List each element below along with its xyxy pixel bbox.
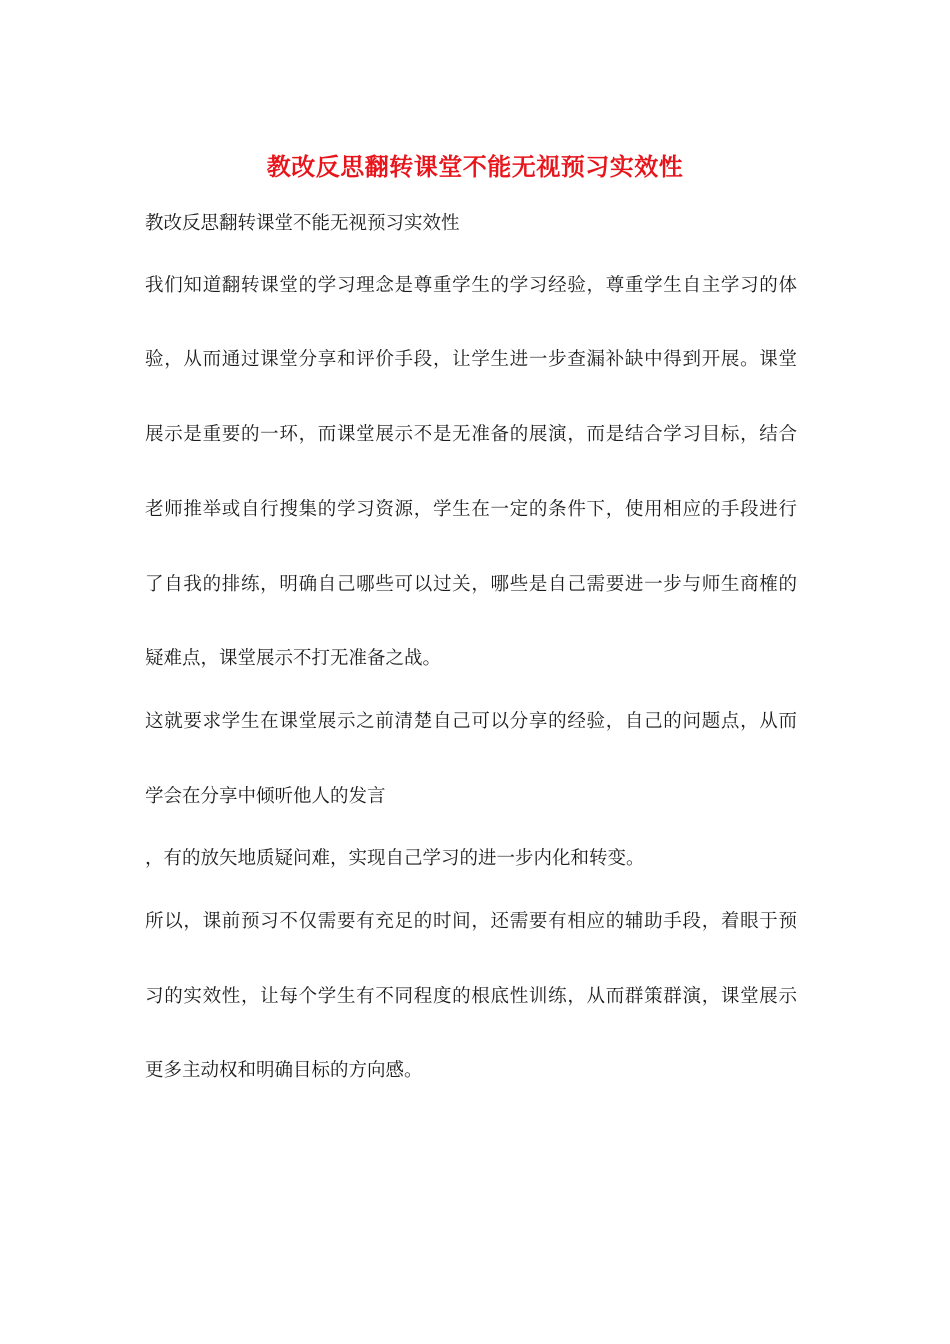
paragraph-line-11: 习的实效性，让每个学生有不同程度的根底性训练，从而群策群演，课堂展示	[145, 986, 797, 1007]
paragraph-line-6: 疑难点，课堂展示不打无准备之战。	[145, 648, 442, 669]
paragraph-line-4: 老师推举或自行搜集的学习资源，学生在一定的条件下，使用相应的手段进行	[145, 499, 797, 520]
paragraph-line-9: ，有的放矢地质疑问难，实现自己学习的进一步内化和转变。	[145, 848, 645, 869]
paragraph-line-7: 这就要求学生在课堂展示之前清楚自己可以分享的经验，自己的问题点，从而	[145, 711, 797, 732]
document-subtitle: 教改反思翻转课堂不能无视预习实效性	[145, 213, 460, 234]
document-title: 教改反思翻转课堂不能无视预习实效性	[266, 152, 684, 181]
paragraph-line-10: 所以，课前预习不仅需要有充足的时间，还需要有相应的辅助手段，着眼于预	[145, 911, 797, 932]
paragraph-line-12: 更多主动权和明确目标的方向感。	[145, 1060, 423, 1081]
paragraph-line-3: 展示是重要的一环，而课堂展示不是无准备的展演，而是结合学习目标，结合	[145, 424, 797, 445]
paragraph-line-2: 验，从而通过课堂分享和评价手段，让学生进一步查漏补缺中得到开展。课堂	[145, 349, 797, 370]
paragraph-line-1: 我们知道翻转课堂的学习理念是尊重学生的学习经验，尊重学生自主学习的体	[145, 275, 797, 296]
paragraph-line-5: 了自我的排练，明确自己哪些可以过关，哪些是自己需要进一步与师生商榷的	[145, 574, 797, 595]
paragraph-line-8: 学会在分享中倾听他人的发言	[145, 786, 386, 807]
